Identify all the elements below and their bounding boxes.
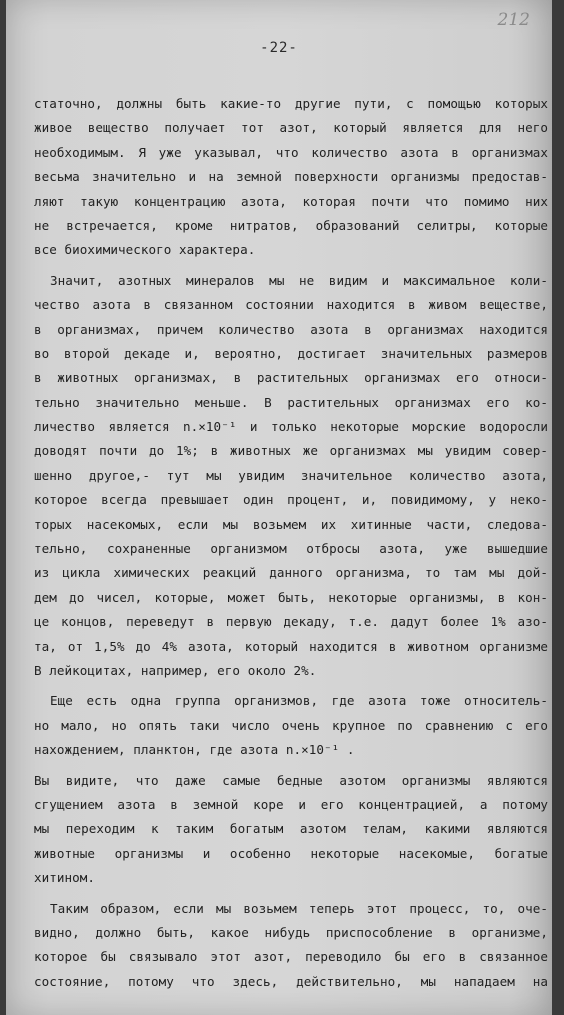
text-line: в животных организмах, в растительных организмах его относи- <box>34 370 548 386</box>
text-line: торых насекомых, если мы возьмем их хитинные части, следова- <box>34 516 548 532</box>
text-line: во второй декаде и, вероятно, достигает значительных размеров <box>34 345 548 361</box>
text-line: хитином. <box>34 870 96 886</box>
paragraph-3 <box>34 689 548 762</box>
archive-page-number: 212 <box>497 10 530 30</box>
text-line: Таким образом, если мы возьмем теперь этот процесс, то, оче- <box>50 900 548 916</box>
text-line: мы переходим к таким богатым азотом телам, какими являются <box>34 821 548 837</box>
text-line: шенно другое,- тут мы увидим значительное количество азота, <box>34 467 548 483</box>
text-line: Вы видите, что даже самые бедные азотом организмы являются <box>34 772 548 788</box>
text-line: из цикла химических реакций данного организма, то там мы дой- <box>34 565 548 581</box>
text-line: необходимым. Я уже указывал, что количество азота в организмах <box>34 144 548 160</box>
text-line: но мало, но опять таки число очень крупное по сравнению с его <box>34 717 548 733</box>
text-line: которое всегда превышает один процент, и, повидимому, у неко- <box>34 492 548 508</box>
text-line: В лейкоцитах, например, его около 2%. <box>34 662 317 678</box>
text-line: доводят почти до 1%; в животных же организмах мы увидим совер- <box>34 443 548 459</box>
text-line: живое вещество получает тот азот, который является для него <box>34 120 548 136</box>
text-line: нахождением, планктон, где азота n.×10⁻¹ . <box>34 742 355 758</box>
text-line: та, от 1,5% до 4% азота, который находится в животном организме <box>34 638 548 654</box>
text-line: животные организмы и особенно некоторые насекомые, богатые <box>34 845 548 861</box>
paragraph-2 <box>34 269 548 684</box>
text-line: в организмах, причем количество азота в организмах находится <box>34 321 548 337</box>
page-number: -22- <box>260 40 298 56</box>
text-line: це концов, переведут в первую декаду, т.е. дадут более 1% азо- <box>34 614 548 630</box>
text-line: видно, должно быть, какое нибудь приспособление в организме, <box>34 924 548 940</box>
text-line: которое бы связывало этот азот, переводило бы его в связанное <box>34 949 548 965</box>
text-line: ляют такую концентрацию азота, которая почти что помимо них <box>34 193 548 209</box>
paragraph-4 <box>34 769 548 891</box>
text-line: Значит, азотных минералов мы не видим и максимальное коли- <box>50 272 548 288</box>
text-line: не встречается, кроме нитратов, образований селитры, которые <box>34 217 548 233</box>
paragraph-1 <box>34 92 548 263</box>
text-line: личество является n.×10⁻¹ и только некоторые морские водоросли <box>34 419 548 435</box>
text-line: все биохимического характера. <box>34 242 256 258</box>
text-line: статочно, должны быть какие-то другие пути, с помощью которых <box>34 96 548 111</box>
body-text <box>34 92 548 992</box>
text-line: сгущением азота в земной коре и его концентрацией, а потому <box>34 796 548 812</box>
text-line: чество азота в связанном состоянии находится в живом веществе, <box>34 297 548 313</box>
text-line: Еще есть одна группа организмов, где азота тоже относитель- <box>50 693 548 709</box>
text-line: тельно, сохраненные организмом отбросы азота, уже вышедшие <box>34 541 548 557</box>
text-line: состояние, потому что здесь, действительно, мы нападаем на <box>34 973 548 989</box>
text-line: дем до чисел, которые, может быть, некоторые организмы, в кон- <box>34 589 548 605</box>
paragraph-5 <box>34 897 548 993</box>
text-line: тельно значительно меньше. В растительных организмах его ко- <box>34 394 548 410</box>
text-line: весьма значительно и на земной поверхности организмы предостав- <box>34 169 548 185</box>
document-page <box>6 0 552 1015</box>
